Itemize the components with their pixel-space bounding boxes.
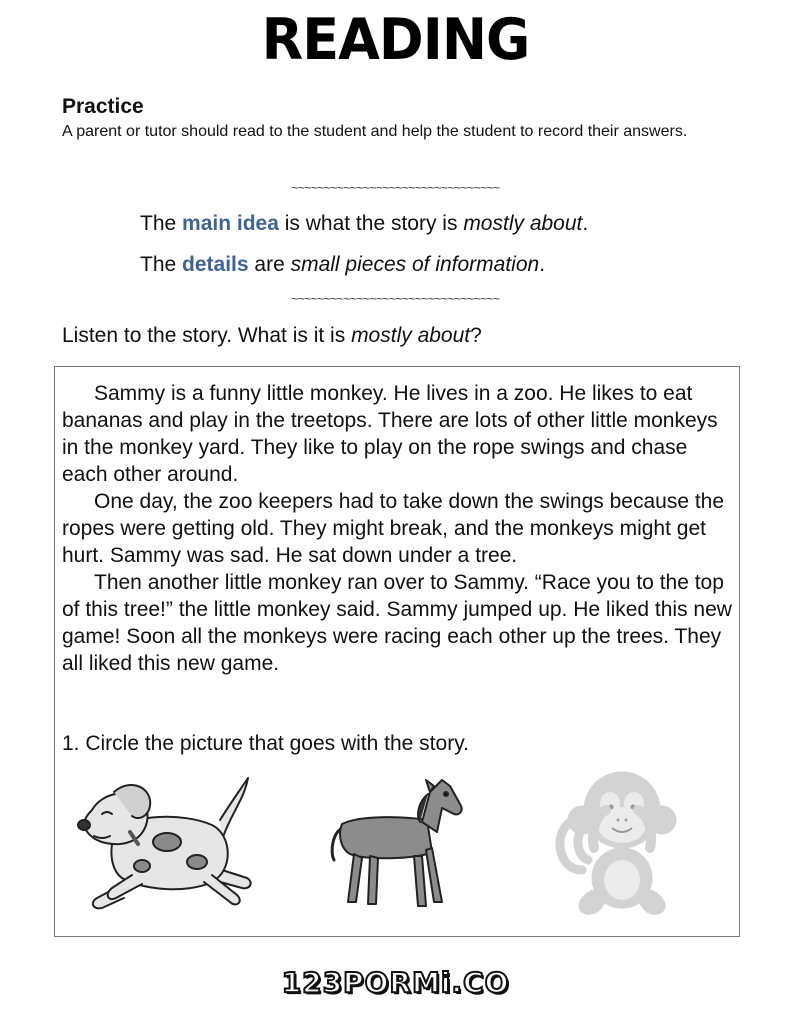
story-prompt: [62, 324, 482, 348]
definition-middle: is what the story is: [278, 212, 464, 235]
story-paragraph: Sammy is a funny little monkey. He lives in a zoo. He likes to eat bananas and play in the treetops. There are lots of other little monkeys in the monkey yard. They like to play on the rope swings and chase each other around.: [62, 382, 718, 486]
definition-prefix: The: [140, 253, 183, 276]
instructions-text: A parent or tutor should read to the student and help the student to record their answers.: [62, 123, 688, 140]
monkey-picture[interactable]: [552, 770, 692, 918]
definition-emphasis: small pieces of information: [290, 253, 540, 276]
prompt-emphasis: mostly about: [351, 324, 471, 347]
divider-top: ~~~~~~~~~~~~~~~~~~~~~~~~~~~~~~~~: [291, 181, 500, 195]
story-text: [62, 380, 737, 677]
definition-suffix: .: [539, 253, 546, 276]
definition-middle: are: [248, 253, 291, 276]
question-1: 1. Circle the picture that goes with the story.: [62, 732, 469, 755]
term-main-idea: main idea: [182, 212, 279, 235]
definition-main-idea: [140, 212, 588, 236]
page-title: READING: [261, 6, 530, 73]
story-paragraph: One day, the zoo keepers had to take down the swings because the ropes were getting old. They might break, and the monkeys might get hurt. Sammy was sad. He sat down under a tree.: [62, 490, 725, 567]
term-details: details: [182, 253, 249, 276]
definition-suffix: .: [582, 212, 589, 235]
story-paragraph: Then another little monkey ran over to Sammy. “Race you to the top of this tree!” the little monkey said. Sammy jumped up. He liked this new game! Soon all the monkeys were racing each other up the trees. They all liked this new game.: [62, 571, 732, 675]
dog-picture[interactable]: [72, 770, 257, 915]
divider-bottom: ~~~~~~~~~~~~~~~~~~~~~~~~~~~~~~~~: [291, 292, 500, 306]
practice-heading: Practice: [62, 95, 144, 118]
prompt-after: ?: [470, 324, 482, 347]
definition-prefix: The: [140, 212, 183, 235]
prompt-before: Listen to the story. What is it is: [62, 324, 352, 347]
definition-details: [140, 253, 545, 277]
definition-emphasis: mostly about: [463, 212, 583, 235]
footer-brand[interactable]: 123PORMi.CO: [281, 966, 510, 999]
horse-picture[interactable]: [322, 772, 472, 917]
